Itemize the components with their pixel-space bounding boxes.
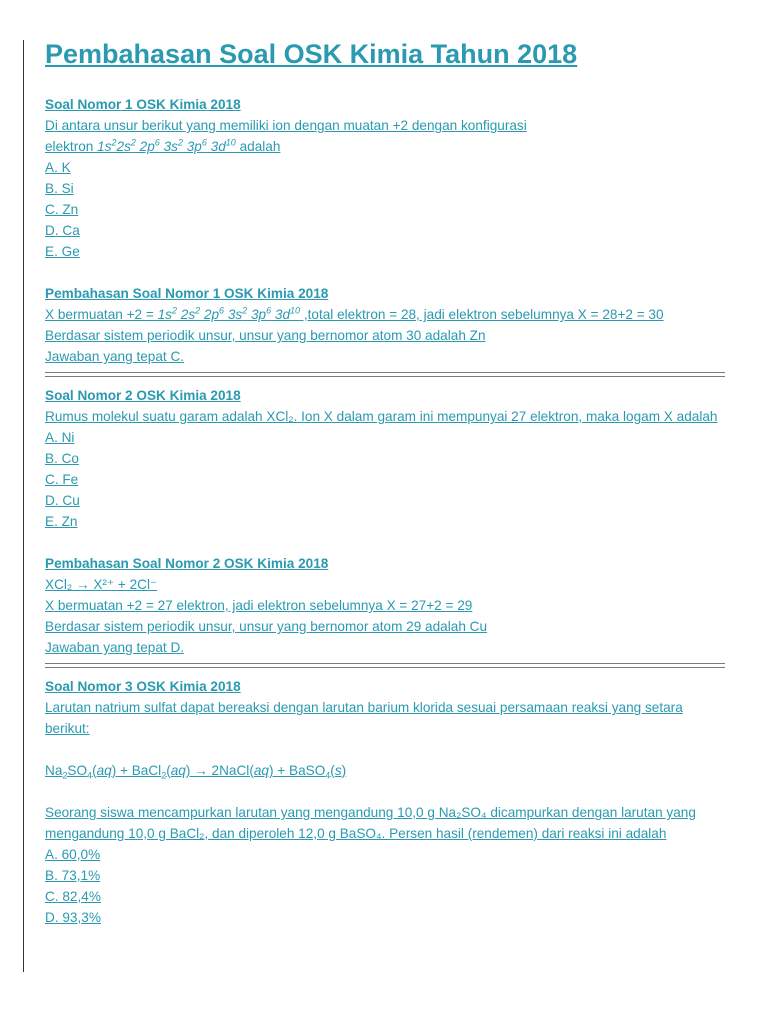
p1-line2[interactable]: Berdasar sistem periodik unsur, unsur yang bernomor atom 30 adalah Zn — [45, 328, 486, 343]
p1-line1[interactable] — [45, 304, 725, 325]
q2-heading[interactable]: Soal Nomor 2 OSK Kimia 2018 — [45, 388, 241, 403]
q1-heading[interactable]: Soal Nomor 1 OSK Kimia 2018 — [45, 97, 241, 112]
q1-option-d[interactable]: D. Ca — [45, 223, 80, 238]
p2-line4[interactable]: Jawaban yang tepat D. — [45, 640, 185, 655]
electron-configuration: $1s^2$ $2s^2$ $2p^6$ $3s^2$ $3p^6$ $3d^{10}$ — [157, 305, 301, 322]
q2-option-d[interactable]: D. Cu — [45, 493, 80, 508]
q3-option-c[interactable]: C. 82,4% — [45, 889, 101, 904]
electron-configuration: $1s^22s^2$ $2p^6$ $3s^2$ $3p^6$ $3d^{10}$ — [97, 137, 236, 154]
q1-text-line1[interactable]: Di antara unsur berikut yang memiliki ion dengan muatan +2 dengan konfigurasi — [45, 118, 527, 133]
q2-option-b[interactable]: B. Co — [45, 451, 79, 466]
q3-reaction-equation[interactable]: $Na_2SO_4(aq)$ + BaCl$_2$(aq) → 2NaCl(aq) + BaSO$_4$(s) — [45, 763, 347, 781]
q2-text[interactable]: Rumus molekul suatu garam adalah XCl₂. Ion X dalam garam ini mempunyai 27 elektron, maka logam X adalah — [45, 409, 718, 424]
document-page — [45, 36, 725, 928]
q1-option-b[interactable]: B. Si — [45, 181, 74, 196]
q3-option-b[interactable]: B. 73,1% — [45, 868, 101, 883]
q2-option-e[interactable]: E. Zn — [45, 514, 78, 529]
section-divider — [45, 658, 725, 676]
section-divider — [45, 367, 725, 385]
p1-line1-prefix: X bermuatan +2 = — [45, 307, 158, 322]
q3-option-d[interactable]: D. 93,3% — [45, 910, 101, 925]
q3-option-a[interactable]: A. 60,0% — [45, 847, 101, 862]
q1-text2-prefix: elektron — [45, 139, 98, 154]
p1-line1-suffix: ,total elektron = 28, jadi elektron sebelumnya X = 28+2 = 30 — [300, 307, 664, 322]
q2-option-c[interactable]: C. Fe — [45, 472, 79, 487]
q1-option-a[interactable]: A. K — [45, 160, 71, 175]
q1-option-e[interactable]: E. Ge — [45, 244, 80, 259]
p2-heading[interactable]: Pembahasan Soal Nomor 2 OSK Kimia 2018 — [45, 556, 329, 571]
p2-line2[interactable]: X bermuatan +2 = 27 elektron, jadi elektron sebelumnya X = 27+2 = 29 — [45, 598, 473, 613]
q2-option-a[interactable]: A. Ni — [45, 430, 75, 445]
q1-text-line2[interactable] — [45, 136, 725, 157]
p2-reaction[interactable]: XCl₂ → X²⁺ + 2Cl⁻ — [45, 577, 158, 592]
left-margin-rule — [23, 40, 24, 972]
p1-heading[interactable]: Pembahasan Soal Nomor 1 OSK Kimia 2018 — [45, 286, 329, 301]
q1-text2-suffix: adalah — [235, 139, 281, 154]
q3-heading[interactable]: Soal Nomor 3 OSK Kimia 2018 — [45, 679, 241, 694]
p1-line3[interactable]: Jawaban yang tepat C. — [45, 349, 185, 364]
q1-option-c[interactable]: C. Zn — [45, 202, 79, 217]
page-title[interactable]: Pembahasan Soal OSK Kimia Tahun 2018 — [45, 39, 578, 69]
p2-line3[interactable]: Berdasar sistem periodik unsur, unsur yang bernomor atom 29 adalah Cu — [45, 619, 488, 634]
q3-text1[interactable]: Larutan natrium sulfat dapat bereaksi dengan larutan barium klorida sesuai persamaan reaksi yang setara berikut: — [45, 700, 683, 736]
q3-text2[interactable]: Seorang siswa mencampurkan larutan yang mengandung 10,0 g Na₂SO₄ dicampurkan dengan larutan yang mengandung 10,0 g BaCl₂, dan diperoleh 12,0 g BaSO₄. Persen hasil (rendemen) dari reaksi ini adalah — [45, 805, 696, 841]
